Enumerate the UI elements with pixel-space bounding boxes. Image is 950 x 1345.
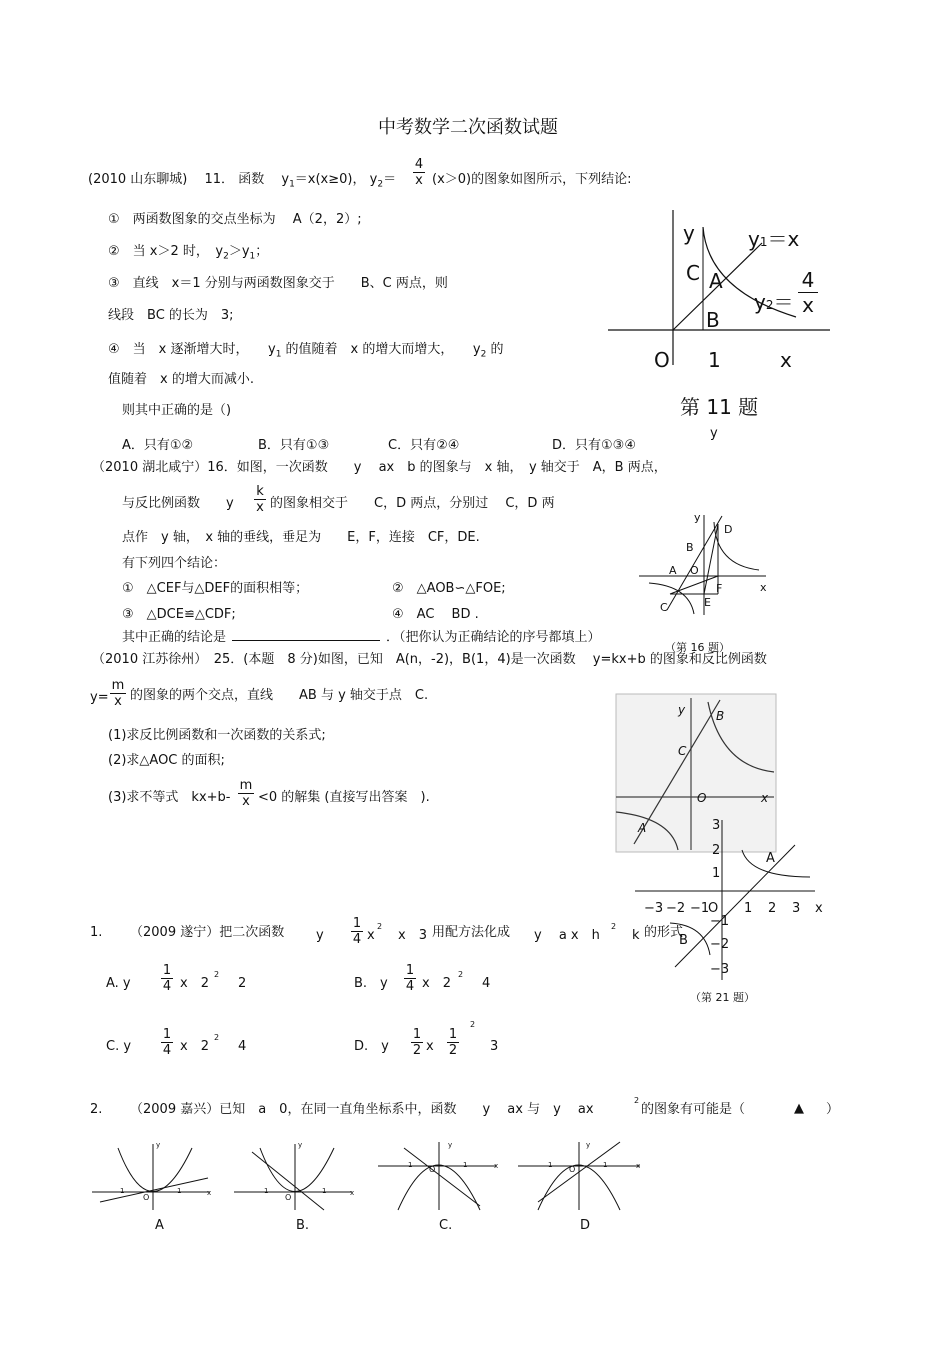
q11-c4a: ④ 当 x 逐渐增大时， y <box>108 342 276 357</box>
q1-d-label: D. y <box>354 1039 389 1054</box>
fig21-x-label: x <box>815 901 823 916</box>
q11-f1: y <box>281 172 290 187</box>
q1-d-num: 1 <box>412 1027 422 1042</box>
q16-fig-c: C <box>660 601 668 614</box>
page-title: 中考数学二次函数试题 <box>378 117 558 138</box>
q1-source: （2009 遂宁）把二次函数 <box>130 925 285 940</box>
q11-f2: y <box>369 172 378 187</box>
q11-c4b-sub: 2 <box>480 349 487 360</box>
q2-a-line <box>100 1178 208 1202</box>
q1-form: y a x h <box>534 928 600 943</box>
q25-fig-y: y <box>678 703 686 717</box>
q11-choice-2 <box>108 244 268 265</box>
q16-source: （2010 湖北咸宁） <box>92 460 208 475</box>
q11-fig-x: x <box>780 348 792 372</box>
fig21-tick-y-neg2: −2 <box>710 937 730 952</box>
fig21-origin: O <box>708 901 719 916</box>
q25-part-3a: (3)求不等式 kx+b- <box>108 790 231 805</box>
q25-fig-c: C <box>678 744 687 758</box>
q16-fig-y: y <box>694 511 701 524</box>
q2-d-label: D <box>580 1218 591 1233</box>
q11-fig-b: B <box>706 308 720 332</box>
fig21-tick-x-neg1: −1 <box>690 901 710 916</box>
q1-tail: 的形式 <box>644 925 684 940</box>
q1-rest: x 3 <box>398 928 427 943</box>
q1-d-body: x <box>426 1039 434 1054</box>
q25-frac-num: m <box>111 678 125 693</box>
q11-fig-y1-sub: 1 <box>759 235 768 249</box>
q1-c-c: 4 <box>238 1039 247 1054</box>
q11-fig-y2-eq: ＝ <box>773 290 794 314</box>
q11-choice-3: ③ 直线 x＝1 分别与两函数图象交于 B、C 两点，则 <box>108 276 448 291</box>
q16-line-2b: 的图象相交于 C，D 两点，分别过 C，D 两 <box>270 496 555 511</box>
q16-line-1 <box>92 460 667 476</box>
fig21-tick-x-neg2: −2 <box>666 901 686 916</box>
q1-b-fraction <box>404 963 416 994</box>
q25-y-eq: y= <box>90 690 109 705</box>
q11-choice-3-cont: 线段 BC 的长为 3; <box>108 308 234 323</box>
q25-fig-a: A <box>638 821 647 835</box>
q2-c-neg-one: 1 <box>408 1161 413 1169</box>
q2-a-one: 1 <box>177 1187 182 1195</box>
q1-b-body: x 2 <box>422 976 451 991</box>
q25-line-1-text: 25．(本题 8 分)如图，已知 A(n，-2)，B(1，4)是一次函数 y=kx+b 的图象和反比例函数 <box>213 652 767 667</box>
q16-fraction <box>254 484 266 515</box>
q1-c-sq: 2 <box>214 1033 220 1042</box>
q1-a-sq: 2 <box>214 970 220 979</box>
q25-fig-b: B <box>716 709 725 723</box>
q16-fig-x: x <box>760 581 767 594</box>
q1-x2: x <box>367 928 375 943</box>
q25-frac-den: x <box>114 694 122 709</box>
q2-a-y-label: y <box>156 1141 161 1149</box>
q11-fig-one: 1 <box>708 348 721 372</box>
q1-sq: 2 <box>377 922 383 931</box>
q2-a-x-label: x <box>207 1189 212 1197</box>
q1-c-body: x 2 <box>180 1039 209 1054</box>
q2-graph-b <box>232 1140 362 1212</box>
q1-a-label: A. y <box>106 976 131 991</box>
q11-fig-y2-sub: 2 <box>765 298 774 312</box>
fig21-label-b: B <box>679 933 688 948</box>
q2-b-x-label: x <box>350 1189 355 1197</box>
q1-b-den: 4 <box>405 979 415 994</box>
q2-graph-a <box>90 1140 220 1212</box>
q2-c-x-label: x <box>494 1162 499 1170</box>
q2-c-label: C. <box>439 1218 453 1233</box>
q1-d-den: 2 <box>412 1043 422 1058</box>
q25-p3-num: m <box>239 778 253 793</box>
q1-a-body: x 2 <box>180 976 209 991</box>
q11-f2-den: x <box>415 173 423 188</box>
q2-sq: 2 <box>634 1096 640 1105</box>
fig21-tick-x-2: 2 <box>768 901 777 916</box>
q16-conclusion-1: ① △CEF与△DEF的面积相等； <box>122 581 309 596</box>
q1-d-fraction <box>411 1027 423 1058</box>
q2-c-one: 1 <box>463 1161 468 1169</box>
q11-fig-y2: y <box>754 290 766 314</box>
q11-f2-num: 4 <box>414 157 424 172</box>
q25-part-3b: <0 的解集 (直接写出答案 ). <box>258 790 430 805</box>
q25-p3-den: x <box>242 794 250 809</box>
q11-f2-sub: 2 <box>377 179 384 190</box>
q2-marker: ▲ <box>794 1101 804 1116</box>
q2-c-line <box>404 1148 480 1206</box>
q16-ask-a: 其中正确的结论是 <box>122 630 227 645</box>
q11-fig-y1-eq: ＝x <box>767 227 800 251</box>
fig21-label-a: A <box>766 851 775 866</box>
q1-a-den: 4 <box>162 979 172 994</box>
q16-line-3: 点作 y 轴， x 轴的垂线，垂足为 E，F，连接 CF，DE. <box>122 530 480 545</box>
q11-option-c: C．只有②④ <box>388 438 460 453</box>
q2-a-parabola <box>118 1148 192 1192</box>
q11-fig-y2-fraction <box>798 268 818 317</box>
q1-c-num: 1 <box>162 1027 172 1042</box>
q16-conclusion-3: ③ △DCE≌△CDF; <box>122 607 236 622</box>
q16-conclusion-4: ④ AC BD . <box>392 607 479 622</box>
q11-c2e: 1 <box>249 251 256 262</box>
q2-c-y-label: y <box>448 1141 453 1149</box>
q1-number: 1. <box>90 925 103 940</box>
q11-c2b: y <box>215 244 224 259</box>
q11-f1-sub: 1 <box>289 179 295 190</box>
q11-choice-4 <box>108 342 503 363</box>
q25-line-1 <box>92 652 767 668</box>
q2-d-neg-one: 1 <box>548 1161 553 1169</box>
q16-frac-den: x <box>256 500 264 515</box>
q2-a-origin: O <box>143 1193 150 1202</box>
q25-fig-x: x <box>761 791 769 805</box>
q1-y: y <box>316 928 324 943</box>
fig21-tick-y-neg3: −3 <box>710 962 730 977</box>
q16-line-4: 有下列四个结论： <box>122 556 227 571</box>
q2-b-label: B. <box>296 1218 310 1233</box>
fig21-tick-y-2: 2 <box>712 843 721 858</box>
q1-frac-num: 1 <box>352 916 362 931</box>
q1-b-label: B. y <box>354 976 388 991</box>
q2-graph-d <box>516 1140 646 1212</box>
q11-choice-4-cont: 值随着 x 的增大而减小. <box>108 372 254 387</box>
fig21-figure <box>630 815 830 985</box>
q11-fig-caption: 第 11 题 <box>680 395 759 419</box>
fig21-tick-y-neg1: −1 <box>710 914 730 929</box>
q11-f2-fraction <box>413 157 425 188</box>
q11-c2f: ； <box>255 244 269 259</box>
q2-graph-c <box>376 1140 506 1212</box>
fig21-tick-x-1: 1 <box>744 901 753 916</box>
q2-b-parabola <box>260 1148 334 1192</box>
q1-b-c: 4 <box>482 976 491 991</box>
q1-d-sq: 2 <box>470 1020 476 1029</box>
q11-c4b: 的值随着 x 的增大而增大， y <box>281 342 481 357</box>
q25-fig-o: O <box>697 791 707 805</box>
q11-option-a: A．只有①② <box>122 438 194 453</box>
q11-c4a-sub: 1 <box>275 349 282 360</box>
q1-a-num: 1 <box>162 963 172 978</box>
q1-frac-den: 4 <box>352 932 362 947</box>
q2-a-neg-one: 1 <box>120 1187 125 1195</box>
q2-d-y-label: y <box>586 1141 591 1149</box>
q11-c4c: 的 <box>486 342 504 357</box>
q16-fig-f: F <box>716 582 723 595</box>
q16-frac-num: k <box>254 484 266 500</box>
q25-p3-fraction <box>238 778 254 809</box>
q1-a-fraction <box>161 963 173 994</box>
q25-part-2: (2)求△AOC 的面积; <box>108 753 225 768</box>
q1-fraction <box>351 916 363 947</box>
fig21-tick-y-3: 3 <box>712 818 721 833</box>
q11-fig-y1-label <box>748 228 799 253</box>
q1-b-num: 1 <box>405 963 415 978</box>
q2-c-origin: O <box>429 1165 436 1174</box>
q16-conclusion-2: ② △AOB∽△FOE; <box>392 581 506 596</box>
fig21-tick-x-neg3: −3 <box>644 901 664 916</box>
q1-form-sq: 2 <box>611 922 617 931</box>
q11-ask: 则其中正确的是（) <box>122 403 232 418</box>
q25-part-1: (1)求反比例函数和一次函数的关系式; <box>108 728 326 743</box>
q2-d-origin: O <box>569 1165 576 1174</box>
q11-fig-y2-num: 4 <box>798 268 818 293</box>
q1-d-num2: 1 <box>448 1027 458 1042</box>
fig21-caption: （第 21 题） <box>690 991 755 1004</box>
q11-fig-c: C <box>686 261 700 285</box>
q2-text-b: 的图象有可能是（ <box>641 1102 746 1117</box>
q11-stem-b: (x＞0)的图象如图所示，下列结论: <box>432 172 632 187</box>
q11-fig-y2-den: x <box>802 293 814 317</box>
q1-d-den2: 2 <box>448 1043 458 1058</box>
q2-d-one: 1 <box>603 1161 608 1169</box>
fig21-curve-upper <box>742 850 810 877</box>
q2-number: 2. <box>90 1102 103 1117</box>
q11-c2c: 2 <box>223 251 229 262</box>
q11-fig-a: A <box>709 269 723 293</box>
q11-f1-rest: ＝x(x≥0)， <box>294 172 366 187</box>
q16-fig-d: D <box>724 523 733 536</box>
q2-b-y-label: y <box>298 1141 303 1149</box>
q11-fig-y2-label <box>754 291 793 316</box>
q16-ask <box>122 628 601 646</box>
q1-b-sq: 2 <box>458 970 464 979</box>
q2-a-label: A <box>155 1218 164 1233</box>
q1-d-c: 3 <box>490 1039 499 1054</box>
q11-source: (2010 山东聊城) <box>88 172 188 187</box>
q1-k: k <box>632 928 640 943</box>
q1-c-fraction <box>161 1027 173 1058</box>
q16-caption: （第 16 题） <box>665 641 730 654</box>
q16-fig-a: A <box>669 564 677 577</box>
q2-close: ） <box>826 1102 840 1117</box>
q1-c-den: 4 <box>162 1043 172 1058</box>
q2-d-x-label: x <box>636 1162 641 1170</box>
q1-mid: 用配方法化成 <box>432 925 511 940</box>
q11-stem <box>88 172 396 193</box>
q16-ask-b: ．（把你认为正确结论的序号都填上） <box>386 630 601 645</box>
q11-option-d: D．只有①③④ <box>552 438 636 453</box>
q11-f2-eq: ＝ <box>383 172 397 187</box>
q16-line-1-text: 16．如图，一次函数 y ax b 的图象与 x 轴， y 轴交于 A，B 两点， <box>207 460 667 475</box>
q11-stem-a: 函数 <box>238 172 265 187</box>
q16-curve-upper <box>714 522 759 570</box>
q11-option-b: B．只有①③ <box>258 438 330 453</box>
q11-c2d: ＞y <box>228 244 250 259</box>
q1-c-label: C. y <box>106 1039 132 1054</box>
q1-d-fraction-2 <box>447 1027 459 1058</box>
q2-text-a: （2009 嘉兴）已知 a 0，在同一直角坐标系中，函数 y ax 与 y ax <box>130 1102 594 1117</box>
q16-fig-o: O <box>690 564 699 577</box>
q2-b-neg-one: 1 <box>264 1187 269 1195</box>
q11-c2a: ② 当 x＞2 时， <box>108 244 203 259</box>
q2-b-one: 1 <box>322 1187 327 1195</box>
q11-fig-y: y <box>683 221 695 245</box>
q16-line-2a: 与反比例函数 y <box>122 496 234 511</box>
q16-fig-b: B <box>686 541 694 554</box>
q16-fig-e: E <box>704 596 711 609</box>
q11-fig-y1: y <box>748 227 760 251</box>
q25-line-2: 的图象的两个交点，直线 AB 与 y 轴交于点 C. <box>130 688 429 703</box>
q11-fig-o: O <box>654 348 670 372</box>
fig21-tick-x-3: 3 <box>792 901 801 916</box>
q11-number: 11． <box>204 172 235 187</box>
q25-source: （2010 江苏徐州） <box>92 652 201 667</box>
q2-b-origin: O <box>285 1193 292 1202</box>
q25-fraction <box>110 678 126 709</box>
fig21-y-label: y <box>710 426 718 441</box>
q16-answer-blank <box>232 628 380 641</box>
fig21-tick-y-1: 1 <box>712 866 721 881</box>
q1-a-c: 2 <box>238 976 247 991</box>
q11-choice-1: ① 两函数图象的交点坐标为 A（2，2）; <box>108 212 362 227</box>
